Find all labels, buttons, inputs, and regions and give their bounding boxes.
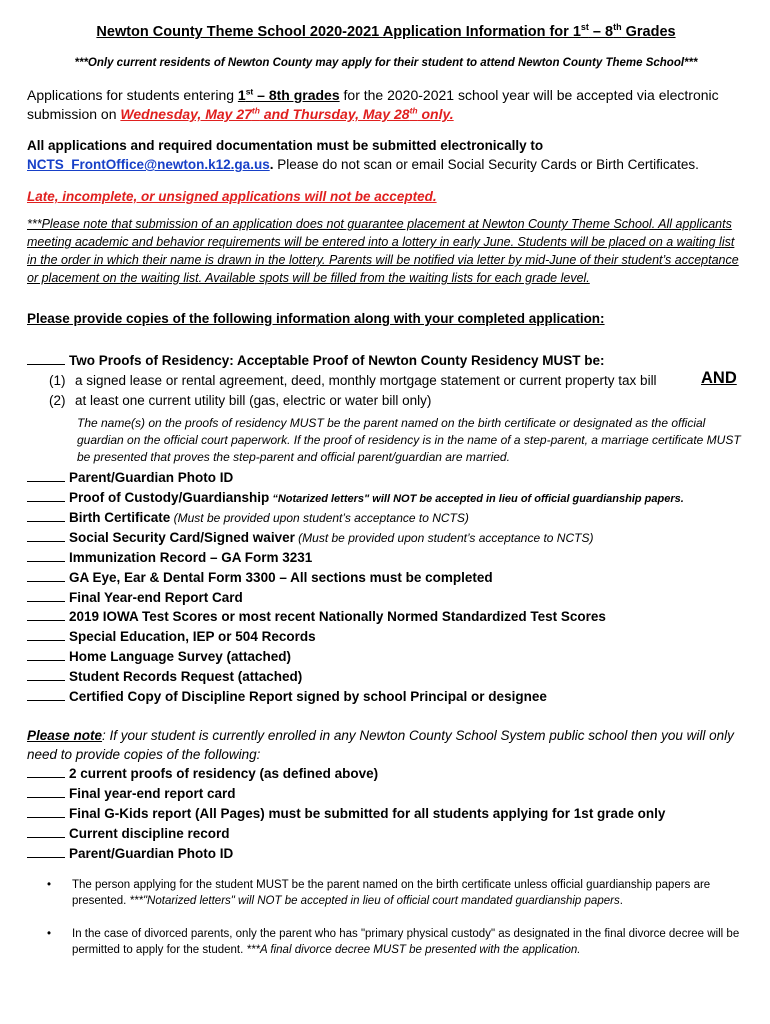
policy-bullet: • The person applying for the student MUST be the parent named on the birth certificate unless official guardianship papers are presented. ***"Notarized letters" will NOT be accepted in lieu of official court mandated guardianship papers. xyxy=(47,879,711,908)
page-title: Newton County Theme School 2020-2021 Application Information for 1st – 8th Grades xyxy=(96,22,676,40)
checkbox-blank-line[interactable] xyxy=(27,508,65,522)
checklist-item-label: Social Security Card/Signed waiver xyxy=(69,530,295,546)
checkbox-blank-line[interactable] xyxy=(27,844,65,858)
checklist-item-note: (Must be provided upon student’s acceptance to NCTS) xyxy=(170,511,469,526)
enrolled-checklist-item xyxy=(27,824,745,844)
checkbox-blank-line[interactable] xyxy=(27,528,65,542)
enrolled-checklist-label: Final G-Kids report (All Pages) must be submitted for all students applying for 1st grade only xyxy=(69,805,666,821)
checklist-item xyxy=(27,667,745,687)
checklist-item-label: Proof of Custody/Guardianship xyxy=(69,489,270,505)
late-applications-warning: Late, incomplete, or unsigned applications will not be accepted. xyxy=(27,189,437,204)
residents-notice: ***Only current residents of Newton County may apply for their student to attend Newton County Theme School*** xyxy=(74,57,698,69)
checklist-item-label: Final Year-end Report Card xyxy=(69,589,243,605)
proof-item: (1) a signed lease or rental agreement, deed, monthly mortgage statement or current property tax bill AND xyxy=(49,368,737,388)
checklist-item-label: Special Education, IEP or 504 Records xyxy=(69,629,316,645)
enrolled-checklist-label: Final year-end report card xyxy=(69,786,236,802)
policy-bullets xyxy=(27,877,745,958)
checklist-item-note: (Must be provided upon student’s acceptance to NCTS) xyxy=(294,531,594,546)
checkbox-blank-line[interactable] xyxy=(27,468,65,482)
checkbox-blank-line[interactable] xyxy=(27,351,65,365)
enrolled-checklist-label: Parent/Guardian Photo ID xyxy=(69,845,234,861)
checklist-item xyxy=(27,568,745,588)
enrolled-students-note: Please note: If your student is currently enrolled in any Newton County School System public school then you will only need to provide copies of the following: xyxy=(27,728,734,763)
enrolled-checklist-label: 2 current proofs of residency (as defined above) xyxy=(69,766,379,782)
checklist-item-label: Birth Certificate xyxy=(69,510,171,526)
bullet-dot-icon: • xyxy=(47,879,52,892)
submission-dates: Wednesday, May 27th and Thursday, May 28th only. xyxy=(120,105,454,122)
proof-item: (2) at least one current utility bill (gas, electric or water bill only) xyxy=(49,392,432,408)
submission-instructions: All applications and required documentation must be submitted electronically to NCTS_FrontOffice@newton.k12.ga.us. Please do not scan or email Social Security Cards or Birth Certificates. xyxy=(27,138,699,172)
checklist-item xyxy=(27,468,745,488)
checklist-item xyxy=(27,508,745,528)
checklist-item-note: “Notarized letters" will NOT be accepted in lieu of official guardianship papers. xyxy=(269,492,684,505)
checkbox-blank-line[interactable] xyxy=(27,627,65,641)
checklist-item-label: 2019 IOWA Test Scores or most recent Nationally Normed Standardized Test Scores xyxy=(69,609,606,625)
checkbox-blank-line[interactable] xyxy=(27,687,65,701)
checklist-item-label: Parent/Guardian Photo ID xyxy=(69,469,234,485)
checkbox-blank-line[interactable] xyxy=(27,667,65,681)
checklist-item-label: Immunization Record – GA Form 3231 xyxy=(69,549,313,565)
proofs-list xyxy=(27,368,745,411)
checkbox-blank-line[interactable] xyxy=(27,607,65,621)
grades-range: 1st – 8th grades xyxy=(237,86,340,103)
checklist-item xyxy=(27,488,745,509)
checkbox-blank-line[interactable] xyxy=(27,588,65,602)
required-documents-heading: Please provide copies of the following information along with your completed application: xyxy=(27,311,605,326)
checklist-item xyxy=(27,627,745,647)
checklist-item-label: Student Records Request (attached) xyxy=(69,668,303,684)
bullet-dot-icon: • xyxy=(47,928,52,941)
enrolled-checklist-item xyxy=(27,764,745,784)
checklist-item-label: Certified Copy of Discipline Report signed by school Principal or designee xyxy=(69,688,547,704)
checkbox-blank-line[interactable] xyxy=(27,548,65,562)
enrolled-students-checklist xyxy=(27,764,745,863)
checkbox-blank-line[interactable] xyxy=(27,824,65,838)
checklist-item-label: Home Language Survey (attached) xyxy=(69,648,292,664)
intro-paragraph: Applications for students entering 1st – 8th grades for the 2020-2021 school year will be accepted via electronic submission on Wednesday, May 27th and Thursday, May 28th only. xyxy=(27,86,719,122)
and-label: AND xyxy=(701,368,737,387)
checklist-item xyxy=(27,607,745,627)
residency-name-note: The name(s) on the proofs of residency MUST be the parent named on the birth certificate or designated as the official guardian on the official court paperwork. If the proof of residency is in the name of a step-parent, a marriage certificate MUST be presented that proves the step-parent and official parent/guardian are married. xyxy=(77,415,741,464)
policy-bullet: • In the case of divorced parents, only the parent who has "primary physical custody" as designated in the final divorce decree will be permitted to apply for the student. ***A final divorce decree MUST be presented with the application. xyxy=(47,928,740,957)
front-office-email-link[interactable]: NCTS_FrontOffice@newton.k12.ga.us xyxy=(27,157,270,172)
enrolled-checklist-item xyxy=(27,844,745,864)
required-documents-checklist xyxy=(27,468,745,707)
enrolled-checklist-label: Current discipline record xyxy=(69,825,230,841)
checklist-item xyxy=(27,588,745,608)
checkbox-blank-line[interactable] xyxy=(27,647,65,661)
checklist-item xyxy=(27,548,745,568)
checkbox-blank-line[interactable] xyxy=(27,568,65,582)
checklist-item xyxy=(27,687,745,707)
checklist-item-label: GA Eye, Ear & Dental Form 3300 – All sections must be completed xyxy=(69,569,493,585)
checkbox-blank-line[interactable] xyxy=(27,488,65,502)
checklist-item xyxy=(27,528,745,548)
lottery-notice: ***Please note that submission of an application does not guarantee placement at Newton County Theme School. All applicants meeting academic and behavior requirements will be entered into a lottery in early June. Students will be placed on a waiting list in the order in which their name is drawn in the lottery. Parents will be notified via letter by mid-June of their student’s acceptance or placement on the waiting list. Available spots will be filled from the waiting lists for each grade level. xyxy=(27,217,739,285)
checkbox-blank-line[interactable] xyxy=(27,804,65,818)
checkbox-blank-line[interactable] xyxy=(27,784,65,798)
enrolled-checklist-item xyxy=(27,784,745,804)
checklist-item xyxy=(27,647,745,667)
checkbox-blank-line[interactable] xyxy=(27,764,65,778)
proofs-of-residency-item: Two Proofs of Residency: Acceptable Proof of Newton County Residency MUST be: xyxy=(27,351,745,371)
enrolled-checklist-item xyxy=(27,804,745,824)
document-page xyxy=(27,22,745,975)
